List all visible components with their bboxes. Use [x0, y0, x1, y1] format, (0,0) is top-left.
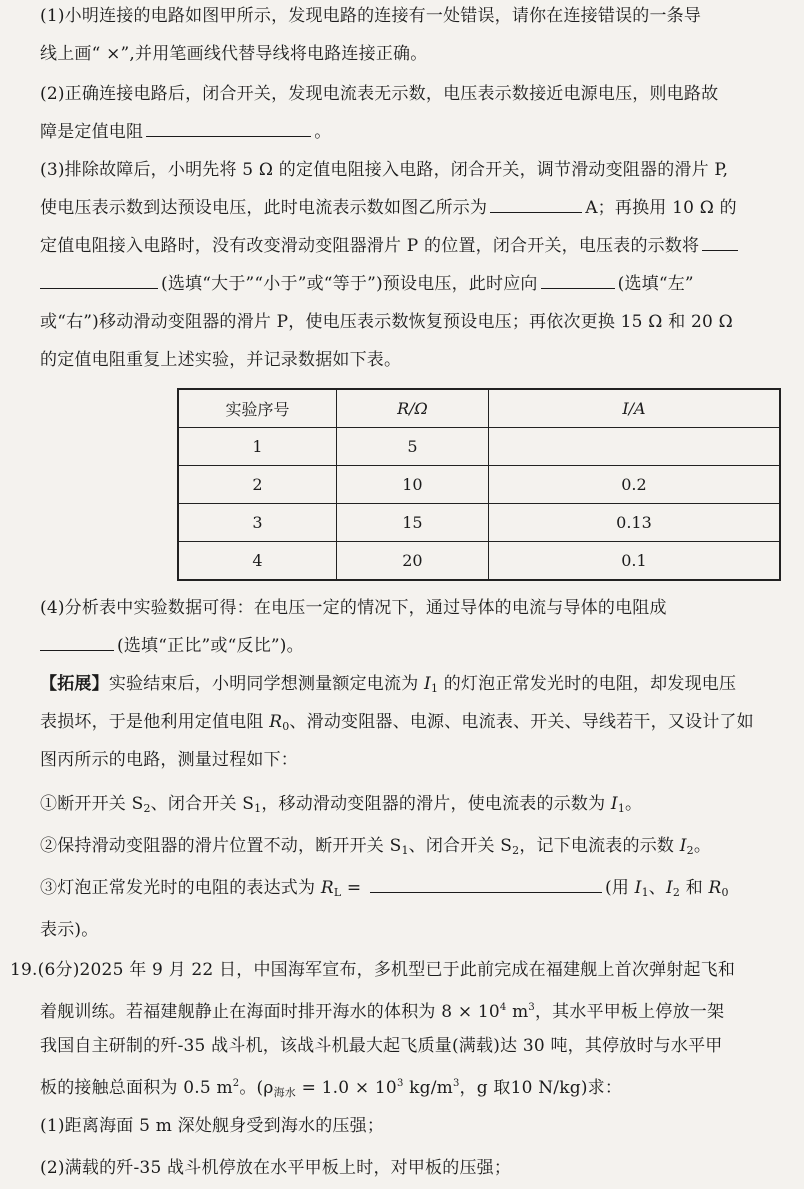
header-cell: 实验序号	[178, 389, 336, 428]
q18-part3-line1: (3)排除故障后，小明先将 5 Ω 的定值电阻接入电路，闭合开关，调节滑动变阻器的滑片 P,	[40, 160, 729, 180]
answer-blank-voltage-b[interactable]	[40, 272, 158, 289]
extension-line1	[40, 672, 736, 701]
text: (用	[604, 878, 630, 898]
text: 表损坏，于是他利用定值电阻	[40, 712, 264, 732]
answer-blank-direction[interactable]	[541, 272, 615, 289]
text: (选填“正比”或“反比”)。	[117, 636, 304, 656]
text: (6分)2025 年 9 月 22 日，中国海军宣布，多机型已于此前完成在福建舰上首次弹射起飞和	[37, 960, 736, 980]
q18-part3-line2	[40, 196, 737, 220]
subscript: 1	[430, 682, 439, 695]
text: 。	[314, 122, 332, 142]
table-row	[178, 428, 780, 466]
symbol-R: R	[269, 712, 283, 732]
table-cell: 3	[178, 504, 336, 542]
text: 的灯泡正常发光时的电阻，却发现电压	[443, 674, 737, 694]
q19-line1	[10, 958, 735, 982]
text: 、闭合开关 S	[408, 836, 513, 856]
text: A；再换用 10 Ω 的	[585, 198, 737, 218]
text: ①断开开关 S	[40, 794, 144, 814]
q18-part1-line2: 线上画“ ×”,并用笔画线代替导线将电路连接正确。	[40, 44, 428, 64]
text: ，其水平甲板上停放一架	[534, 1002, 725, 1022]
text: 使电压表示数到达预设电压，此时电流表示数如图乙所示为	[40, 198, 488, 218]
q19-line4: 板的接触总面积为 0.5 $m^2$。($\rho_{海水} = 1.0 \times 10^3$ $kg/m^3$，g 取10 N/kg)求：	[40, 1078, 623, 1099]
q18-part3-line6: 的定值电阻重复上述实验，并记录数据如下表。	[40, 350, 402, 370]
text: ③灯泡正常发光时的电阻的表达式为	[40, 878, 316, 898]
step2: ②保持滑动变阻器的滑片位置不动，断开开关 $S_1$、闭合开关 $S_2$，记下电流表的示数 $I_2$。	[40, 836, 712, 857]
table-header-row	[178, 389, 780, 428]
question-number: 19.	[10, 960, 38, 980]
text: 障是定值电阻	[40, 122, 144, 142]
q18-part3-line5: 或“右”)移动滑动变阻器的滑片 P，使电压表示数恢复预设电压；再依次更换 15 Ω 和 20 Ω	[40, 312, 733, 332]
text: ②保持滑动变阻器的滑片位置不动，断开开关 S	[40, 836, 402, 856]
text: ，移动滑动变阻器的滑片，使电流表的示数为	[261, 794, 606, 814]
text: 、闭合开关 S	[150, 794, 255, 814]
text: 。	[625, 794, 643, 814]
q18-part3-line4	[40, 272, 694, 296]
text: 。	[693, 836, 712, 856]
table-cell: 0.13	[488, 504, 780, 542]
table-cell: 0.1	[488, 542, 780, 581]
table-cell: 2	[178, 466, 336, 504]
table-cell: 5	[336, 428, 488, 466]
table-cell-blank[interactable]	[488, 428, 780, 466]
symbol-I: I	[424, 674, 431, 694]
answer-blank-current[interactable]	[490, 196, 582, 213]
subscript: 0	[282, 720, 290, 733]
header-cell: R/Ω	[336, 389, 488, 428]
text: ，g 取10 N/kg)求：	[459, 1078, 623, 1098]
extension-line3: 图丙所示的电路，测量过程如下：	[40, 750, 298, 770]
text: (选填“大于”“小于”或“等于”)预设电压，此时应向	[161, 274, 538, 294]
q18-part4-line2	[40, 634, 304, 658]
table-cell: 4	[178, 542, 336, 581]
q18-part1-line1: (1)小明连接的电路如图甲所示，发现电路的连接有一处错误，请你在连接错误的一条导	[40, 6, 702, 26]
table-cell: 10	[336, 466, 488, 504]
table-cell: 15	[336, 504, 488, 542]
text: 实验结束后，小明同学想测量额定电流为	[108, 674, 419, 694]
text: 和	[685, 878, 703, 898]
text: 、滑动变阻器、电源、电流表、开关、导线若干，又设计了如	[289, 712, 754, 732]
text: (选填“左”	[617, 274, 694, 294]
step3-end: 表示)。	[40, 920, 99, 940]
q19-sub2: (2)满载的歼-35 战斗机停放在水平甲板上时，对甲板的压强；	[40, 1158, 512, 1178]
table-cell: 0.2	[488, 466, 780, 504]
text: = 1.0 × 10	[295, 1078, 397, 1098]
answer-blank-relation[interactable]	[40, 634, 114, 651]
q19-line3: 我国自主研制的歼-35 战斗机，该战斗机最大起飞质量(满载)达 30 吨，其停放时与水平甲	[40, 1036, 723, 1056]
table-cell: 20	[336, 542, 488, 581]
header-cell: I/A	[488, 389, 780, 428]
step3: ③灯泡正常发光时的电阻的表达式为 $R_L$ = (用 $I_1$、$I_2$ 和 $R_0$	[40, 878, 729, 899]
text: 板的接触总面积为 0.5 m	[40, 1078, 233, 1098]
text: 。(ρ	[239, 1078, 274, 1098]
q18-part2-line2	[40, 120, 331, 144]
text: 着舰训练。若福建舰静止在海面时排开海水的体积为 8 × 10	[40, 1002, 500, 1022]
table-row	[178, 504, 780, 542]
q18-part2-line1: (2)正确连接电路后，闭合开关，发现电流表无示数，电压表示数接近电源电压，则电路故	[40, 84, 719, 104]
text: kg/m	[403, 1078, 453, 1098]
text: ，记下电流表的示数	[519, 836, 675, 856]
text: 定值电阻接入电路时，没有改变滑动变阻器滑片 P 的位置，闭合开关，电压表的示数将	[40, 236, 700, 256]
subscript-seawater: 海水	[273, 1086, 296, 1099]
step1: ①断开开关 $S_2$、闭合开关 $S_1$，移动滑动变阻器的滑片，使电流表的示数为 $I_1$。	[40, 794, 643, 815]
q19-line2: 着舰训练。若福建舰静止在海面时排开海水的体积为 $8 \times 10^4$ $m^3$，其水平甲板上停放一架	[40, 1002, 725, 1022]
q19-sub1: (1)距离海面 5 m 深处舰身受到海水的压强；	[40, 1116, 385, 1136]
q18-part4-line1: (4)分析表中实验数据可得：在电压一定的情况下，通过导体的电流与导体的电阻成	[40, 598, 667, 618]
table-row	[178, 542, 780, 581]
data-table	[177, 388, 781, 581]
answer-blank-fault[interactable]	[146, 120, 311, 137]
table-cell: 1	[178, 428, 336, 466]
answer-blank-voltage-a[interactable]	[702, 234, 738, 251]
extension-tag: 【拓展】	[40, 674, 109, 694]
q18-part3-line3	[40, 234, 741, 258]
answer-blank-expression[interactable]	[370, 876, 602, 893]
extension-line2	[40, 710, 754, 739]
table-row	[178, 466, 780, 504]
